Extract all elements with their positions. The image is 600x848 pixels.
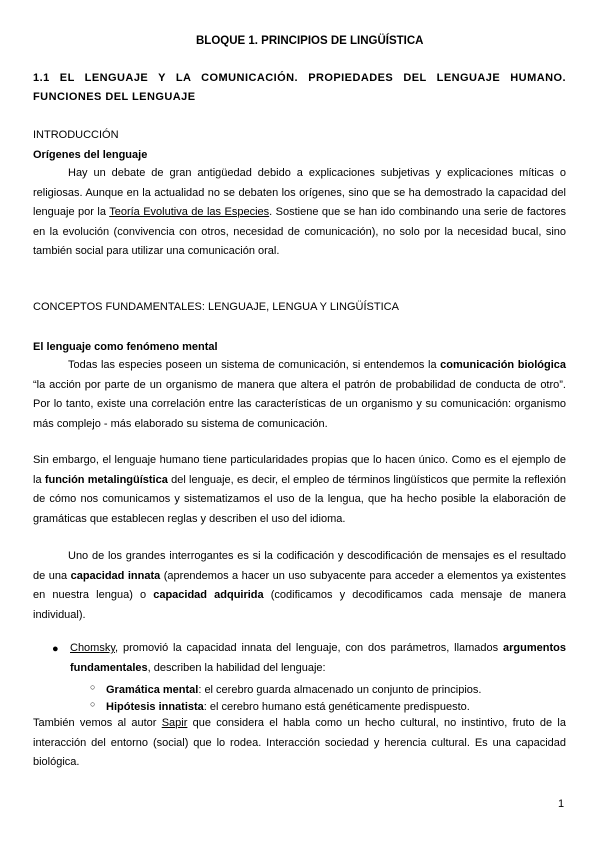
chomsky-text-a: , promovió la capacidad innata del lenguaje, con dos parámetros, llamados [115,642,504,654]
chomsky-link[interactable]: Chomsky [70,642,116,654]
intro-text-b: . Sostiene que se han ido combinando una serie de factores en la evolución (convivencia con otros, necesidad de comunicación), no solo por la necesidad bucal, sino también social para utilizar una comunicación oral. [33,206,566,257]
concepts-p4-text-b: que considera el habla como un hecho cultural, no instintivo, fruto de la interacción del entorno (social) que lo rodea. Interacción sociedad y herencia cultural. Es una capacidad biológica. [33,717,566,768]
intro-label: INTRODUCCIÓN [33,129,119,141]
concepts-paragraph-3 [33,547,566,625]
concepts-paragraph-4 [33,714,566,773]
section-heading: 1.1 EL LENGUAJE Y LA COMUNICACIÓN. PROPIEDADES DEL LENGUAJE HUMANO. FUNCIONES DEL LENGUAJE [33,72,566,103]
concepts-subheading: El lenguaje como fenómeno mental [33,341,218,353]
intro-paragraph [33,164,566,262]
concepts-p1-text-b: “la acción por parte de un organismo de manera que altera el patrón de probabilidad de conducta de otro”. Por lo tanto, existe una correlación entre las características de un organismo y su comunicación: organismo más complejo - más elaborado su sistema de comunicación. [33,378,566,430]
concepts-p2-text-a: Sin embargo, el lenguaje humano tiene particularidades propias que lo hacen único. Como es el ejemplo de la [33,454,566,486]
term-fundamental-arguments: argumentos fundamentales [70,642,566,674]
term-innatist-hypothesis: Hipótesis innatista [106,701,204,713]
page-number: 1 [558,798,565,810]
term-acquired-capacity: capacidad adquirida [153,589,264,601]
concepts-paragraph-1 [33,356,566,434]
innatist-hypothesis-text: : el cerebro humano está genéticamente predispuesto. [203,701,470,713]
bullet-dot: ● [52,643,59,655]
sub-bullet-circle: ○ [90,682,96,692]
intro-text-a: Hay un debate de gran antigüedad debido a explicaciones subjetivas y explicaciones míticas o religiosas. Aunque en la actualidad no se debaten los orígenes, sino que se ha demostrado la capacidad del lenguaje por la [33,167,566,218]
concepts-p3-text-a: Uno de los grandes interrogantes es si la codificación y descodificación de mensajes es el resultado de una [33,550,566,582]
concepts-p3-text-c: (codificamos y decodificamos cada mensaje de manera individual). [33,589,566,621]
concepts-p3-text-b: (aprendemos a hacer un uso subyacente para acceder a elementos ya existentes en nuestra lengua) o [33,569,566,601]
sapir-link[interactable]: Sapir [161,717,188,729]
sub-bullet-circle: ○ [90,699,96,709]
concepts-p2-text-b: del lenguaje, es decir, el empleo de términos lingüísticos que permite la reflexión de cómo nos comunicamos y sistematizamos el uso de la lengua, que ha hecho posible la elaboración de gramáticas que establecen reglas y describen el uso del idioma. [33,473,566,525]
term-innate-capacity: capacidad innata [70,569,161,582]
mental-grammar-text: : el cerebro guarda almacenado un conjunto de principios. [198,684,482,696]
concepts-p4-text-a: También vemos al autor [33,717,162,729]
document-title: BLOQUE 1. PRINCIPIOS DE LINGÜÍSTICA [196,35,424,47]
term-biological-communication: comunicación biológica [440,359,567,371]
sub-bullet-innatist-hypothesis [106,700,470,714]
concepts-paragraph-2 [33,451,566,529]
concepts-label: CONCEPTOS FUNDAMENTALES: LENGUAJE, LENGUA Y LINGÜÍSTICA [33,301,399,313]
evolution-theory-link[interactable]: Teoría Evolutiva de las Especies [109,206,270,218]
concepts-p1-text-a: Todas las especies poseen un sistema de comunicación, si entendemos la [68,359,441,371]
term-metalinguistic-function: función metalingüística [44,473,168,486]
chomsky-bullet [70,639,566,678]
sub-bullet-mental-grammar [106,683,481,697]
chomsky-text-b: , describen la habilidad del lenguaje: [147,661,326,674]
term-mental-grammar: Gramática mental [106,684,199,696]
intro-subheading: Orígenes del lenguaje [33,149,148,161]
